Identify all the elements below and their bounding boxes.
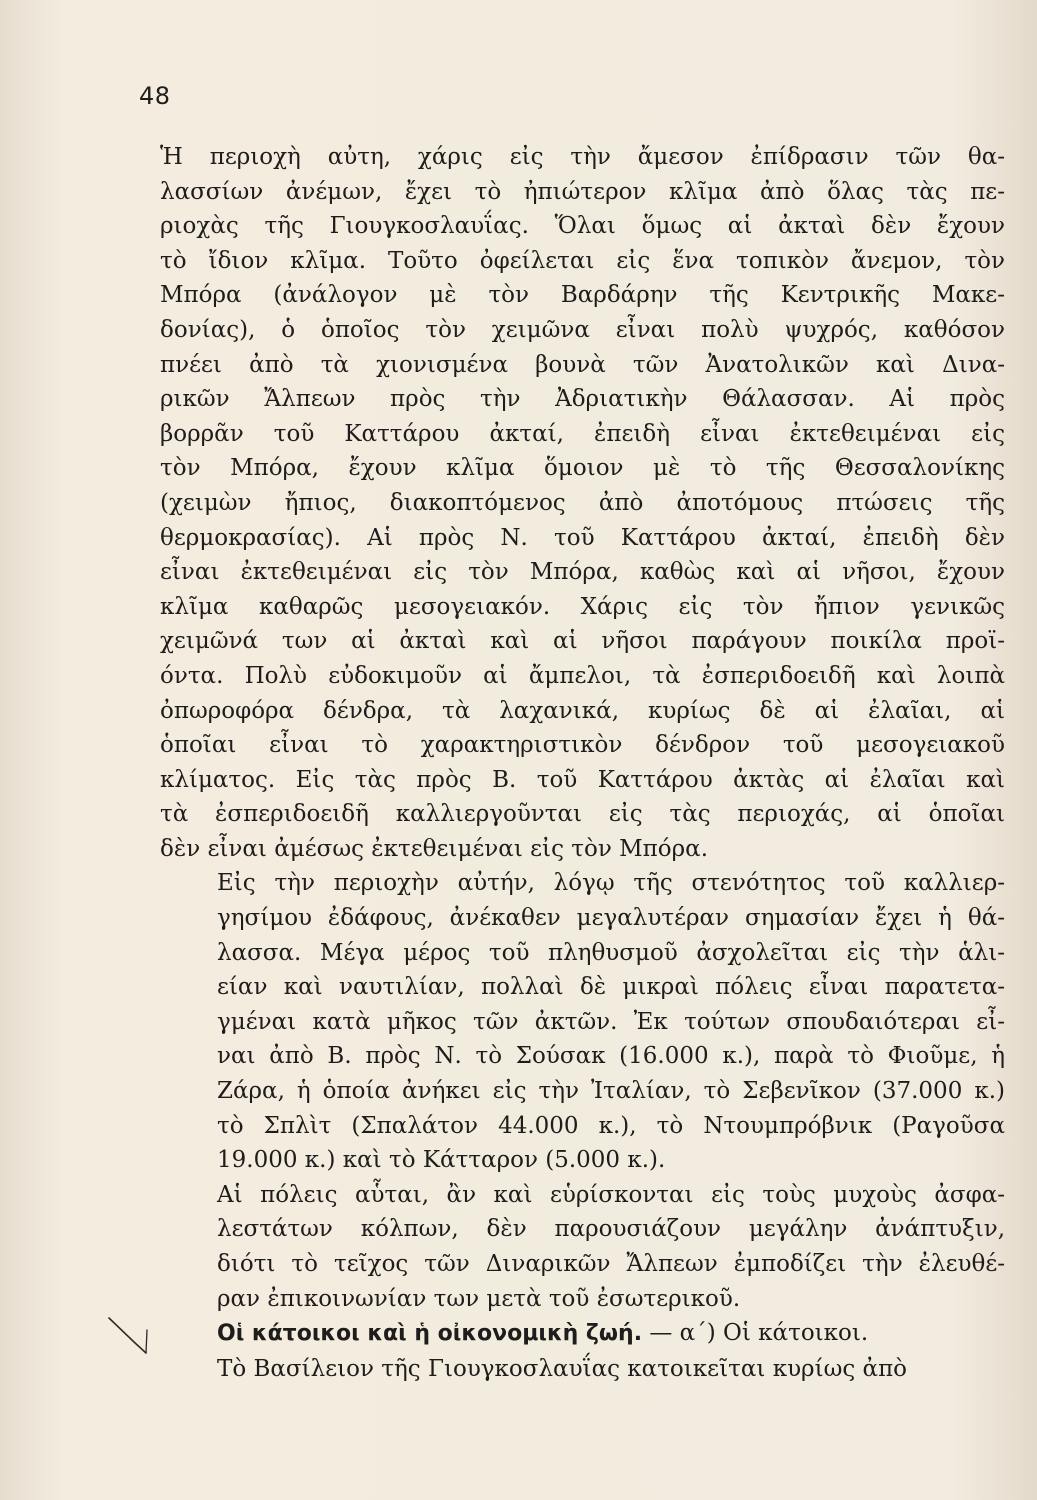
text-line: κλῖμα καθαρῶς μεσογειακόν. Χάρις εἰς τὸν ἤπιον γενικῶς (160, 593, 1005, 620)
text-line: δὲν εἶναι ἀμέσως ἐκτεθειμέναι εἰς τὸν Μπόρα. (160, 835, 709, 862)
text-line: ναι ἀπὸ Β. πρὸς Ν. τὸ Σούσακ (16.000 κ.), παρὰ τὸ Φιοῦμε, ἡ (217, 1043, 1005, 1070)
text-line: πνέει ἀπὸ τὰ χιονισμένα βουνὰ τῶν Ἀνατολικῶν καὶ Δινα- (160, 351, 1005, 378)
text-line: διότι τὸ τεῖχος τῶν Διναρικῶν Ἄλπεων ἐμποδίζει τὴν ἐλευθέ- (217, 1251, 1005, 1277)
text-line: τὸ Σπλὶτ (Σπαλάτον 44.000 κ.), τὸ Ντουμπρόβνικ (Ραγοῦσα (217, 1112, 1005, 1139)
text-line: δονίας), ὁ ὁποῖος τὸν χειμῶνα εἶναι πολὺ ψυχρός, καθόσον (160, 316, 1005, 343)
page-number: 48 (139, 82, 171, 110)
text-line: τὸν Μπόρα, ἔχουν κλῖμα ὅμοιον μὲ τὸ τῆς Θεσσαλονίκης (160, 455, 1005, 482)
text-line: ὁποῖαι εἶναι τὸ χαρακτηριστικὸν δένδρον τοῦ μεσογειακοῦ (160, 732, 1005, 759)
text-line: όντα. Πολὺ εὐδοκιμοῦν αἱ ἄμπελοι, τὰ ἐσπεριδοειδῆ καὶ λοιπὰ (160, 662, 1005, 689)
text-line: Ζάρα, ἡ ὁποία ἀνήκει εἰς τὴν Ἰταλίαν, τὸ Σεβενῖκον (37.000 κ.) (217, 1078, 1005, 1105)
text-line: Μπόρα (ἀνάλογον μὲ τὸν Βαρδάρην τῆς Κεντρικῆς Μακε- (160, 282, 1005, 309)
text-line: Ἡ περιοχὴ αὐτη, χάρις εἰς τὴν ἄμεσον ἐπίδρασιν τῶν θα- (160, 144, 1005, 170)
text-line: Τὸ Βασίλειον τῆς Γιουγκοσλαυΐας κατοικεῖται κυρίως ἀπὸ (217, 1355, 908, 1382)
text-line: Εἰς τὴν περιοχὴν αὐτήν, λόγῳ τῆς στενότητος τοῦ καλλιερ- (217, 870, 1005, 897)
text-line: χειμῶνά των αἱ ἀκταὶ καὶ αἱ νῆσοι παράγουν ποικίλα προϊ- (160, 628, 1005, 655)
body-text (160, 140, 1005, 1386)
section-heading: Οἱ κάτοικοι καὶ ἡ οἰκονομικὴ ζωή. (217, 1321, 643, 1347)
text-line: κλίματος. Εἰς τὰς πρὸς Β. τοῦ Καττάρου ἀκτὰς αἱ ἐλαῖαι καὶ (160, 766, 1005, 793)
text-line: γησίμου ἐδάφους, ἀνέκαθεν μεγαλυτέραν σημασίαν ἔχει ἡ θά- (217, 905, 1005, 932)
text-line: βορρᾶν τοῦ Καττάρου ἀκταί, ἐπειδὴ εἶναι ἐκτεθειμέναι εἰς (160, 420, 1005, 447)
text-line: τὸ ἴδιον κλῖμα. Τοῦτο ὀφείλεται εἰς ἕνα τοπικὸν ἄνεμον, τὸν (160, 247, 1005, 274)
text-line: (χειμὼν ἤπιος, διακοπτόμενος ἀπὸ ἀποτόμους πτώσεις τῆς (160, 489, 1005, 516)
text-line: είαν καὶ ναυτιλίαν, πολλαὶ δὲ μικραὶ πόλεις εἶναι παρατετα- (217, 974, 1005, 1001)
text-line: λασσίων ἀνέμων, ἔχει τὸ ἠπιώτερον κλῖμα ἀπὸ ὅλας τὰς πε- (160, 178, 1005, 205)
section-start (160, 1316, 1005, 1386)
text-line: ραν ἐπικοινωνίαν των μετὰ τοῦ ἐσωτερικοῦ. (217, 1285, 741, 1312)
section-subheading: — α΄) Οἱ κάτοικοι. (649, 1320, 869, 1347)
text-line: λασσα. Μέγα μέρος τοῦ πληθυσμοῦ ἀσχολεῖται εἰς τὴν ἁλι- (217, 939, 1005, 966)
paragraph-3 (160, 1178, 1005, 1316)
paragraph-1 (160, 140, 1005, 866)
margin-mark-icon (104, 1300, 154, 1360)
paragraph-2 (160, 866, 1005, 1177)
text-line: θερμοκρασίας). Αἱ πρὸς Ν. τοῦ Καττάρου ἀκταί, ἐπειδὴ δὲν (160, 524, 1005, 551)
text-line: τὰ ἐσπεριδοειδῆ καλλιεργοῦνται εἰς τὰς περιοχάς, αἱ ὁποῖαι (160, 801, 1005, 828)
text-line: γμέναι κατὰ μῆκος τῶν ἀκτῶν. Ἐκ τούτων σπουδαιότεραι εἶ- (217, 1008, 1005, 1035)
text-line: ὀπωροφόρα δένδρα, τὰ λαχανικά, κυρίως δὲ αἱ ἐλαῖαι, αἱ (160, 697, 1005, 724)
text-line: 19.000 κ.) καὶ τὸ Κάτταρον (5.000 κ.). (217, 1147, 666, 1174)
text-line: ριοχὰς τῆς Γιουγκοσλαυΐας. Ὅλαι ὅμως αἱ ἀκταὶ δὲν ἔχουν (160, 213, 1005, 240)
text-line: Αἱ πόλεις αὗται, ἂν καὶ εὑρίσκονται εἰς τοὺς μυχοὺς ἀσφα- (217, 1181, 1005, 1208)
text-line: εἶναι ἐκτεθειμέναι εἰς τὸν Μπόρα, καθὼς καὶ αἱ νῆσοι, ἔχουν (160, 559, 1005, 586)
section-heading-line (160, 1316, 1005, 1352)
text-line: ρικῶν Ἄλπεων πρὸς τὴν Ἀδριατικὴν Θάλασσαν. Αἱ πρὸς (160, 386, 1005, 413)
text-line: λεστάτων κόλπων, δὲν παρουσιάζουν μεγάλην ἀνάπτυξιν, (217, 1216, 1005, 1243)
